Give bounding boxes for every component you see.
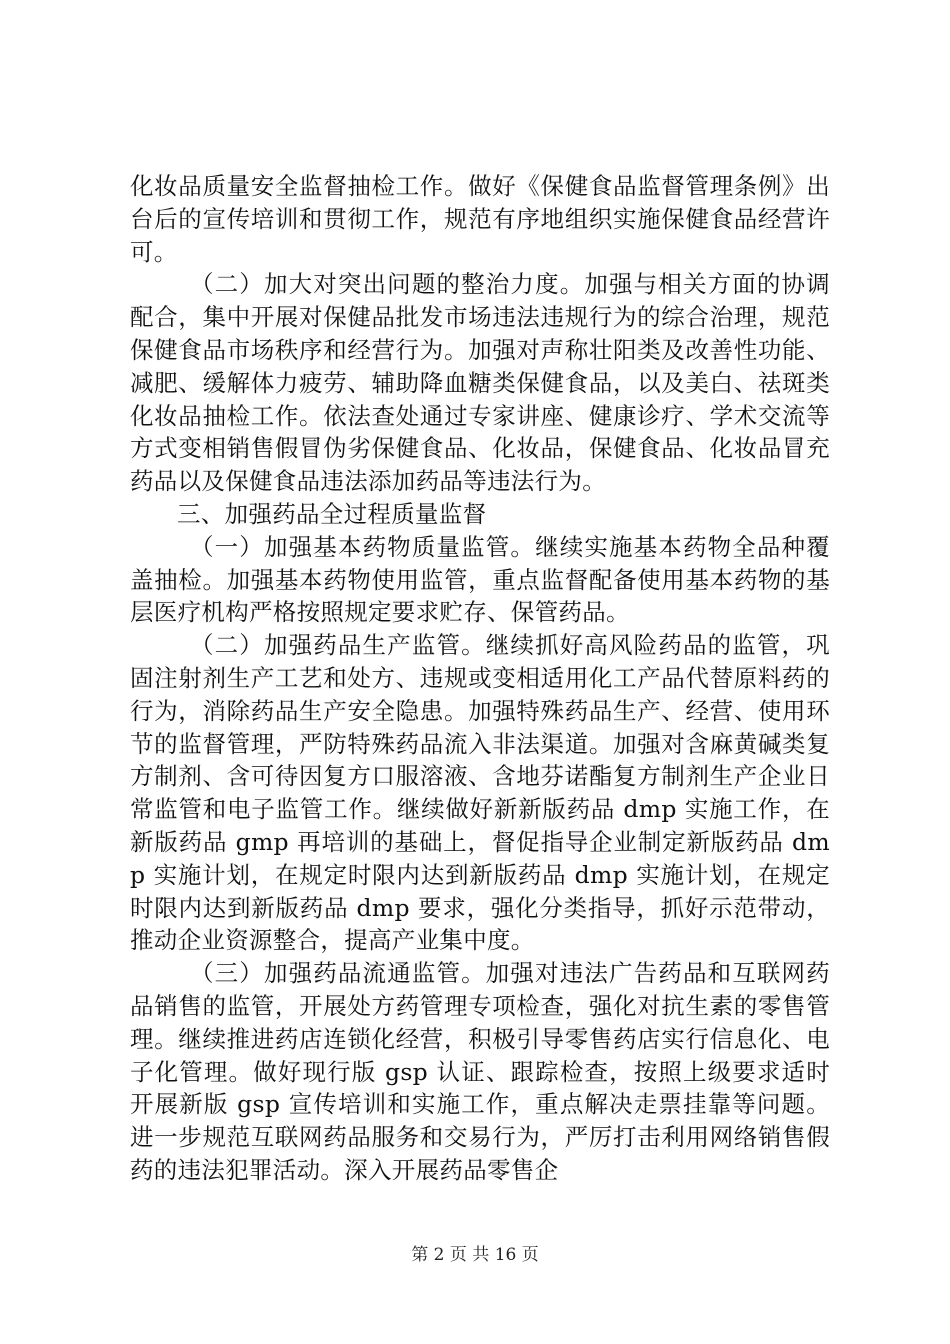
page-footer: 第 2 页 共 16 页 [411,1245,539,1265]
paragraph-3: （一）加强基本药物质量监管。继续实施基本药物全品种覆盖抽检。加强基本药物使用监管，重点监督配备使用基本药物的基层医疗机构严格按照规定要求贮存、保管药品。 [130,532,830,627]
document-page [130,170,830,1187]
paragraph-5: （三）加强药品流通监管。加强对违法广告药品和互联网药品销售的监管，开展处方药管理专项检查，强化对抗生素的零售管理。继续推进药店连锁化经营，积极引导零售药店实行信息化、电子化管理。做好现行版 gsp 认证、跟踪检查，按照上级要求适时开展新版 gsp 宣传培训和实施工作，重点解决走票挂靠等问题。进一步规范互联网药品服务和交易行为，严厉打击利用网络销售假药的违法犯罪活动。深入开展药品零售企 [130,959,830,1184]
paragraph-1: 化妆品质量安全监督抽检工作。做好《保健食品监督管理条例》出台后的宣传培训和贯彻工作，规范有序地组织实施保健食品经营许可。 [130,172,830,266]
paragraph-2: （二）加大对突出问题的整治力度。加强与相关方面的协调配合，集中开展对保健品批发市场违法违规行为的综合治理，规范保健食品市场秩序和经营行为。加强对声称壮阳类及改善性功能、减肥、缓解体力疲劳、辅助降血糖类保健食品，以及美白、祛斑类化妆品抽检工作。依法查处通过专家讲座、健康诊疗、学术交流等方式变相销售假冒伪劣保健食品、化妆品，保健食品、化妆品冒充药品以及保健食品违法添加药品等违法行为。 [130,270,830,496]
paragraph-4: （二）加强药品生产监管。继续抓好高风险药品的监管，巩固注射剂生产工艺和处方、违规或变相适用化工产品代替原料药的行为，消除药品生产安全隐患。加强特殊药品生产、经营、使用环节的监督管理，严防特殊药品流入非法渠道。加强对含麻黄碱类复方制剂、含可待因复方口服溶液、含地芬诺酯复方制剂生产企业日常监管和电子监管工作。继续做好新新版药品 dmp 实施工作，在新版药品 gmp 再培训的基础上，督促指导企业制定新版药品 dmp 实施计划，在规定时限内达到新版药品 dmp 实施计划，在规定时限内达到新版药品 dmp 要求，强化分类指导，抓好示范带动，推动企业资源整合，提高产业集中度。 [130,631,830,955]
section-heading: 三、加强药品全过程质量监督 [177,499,487,528]
